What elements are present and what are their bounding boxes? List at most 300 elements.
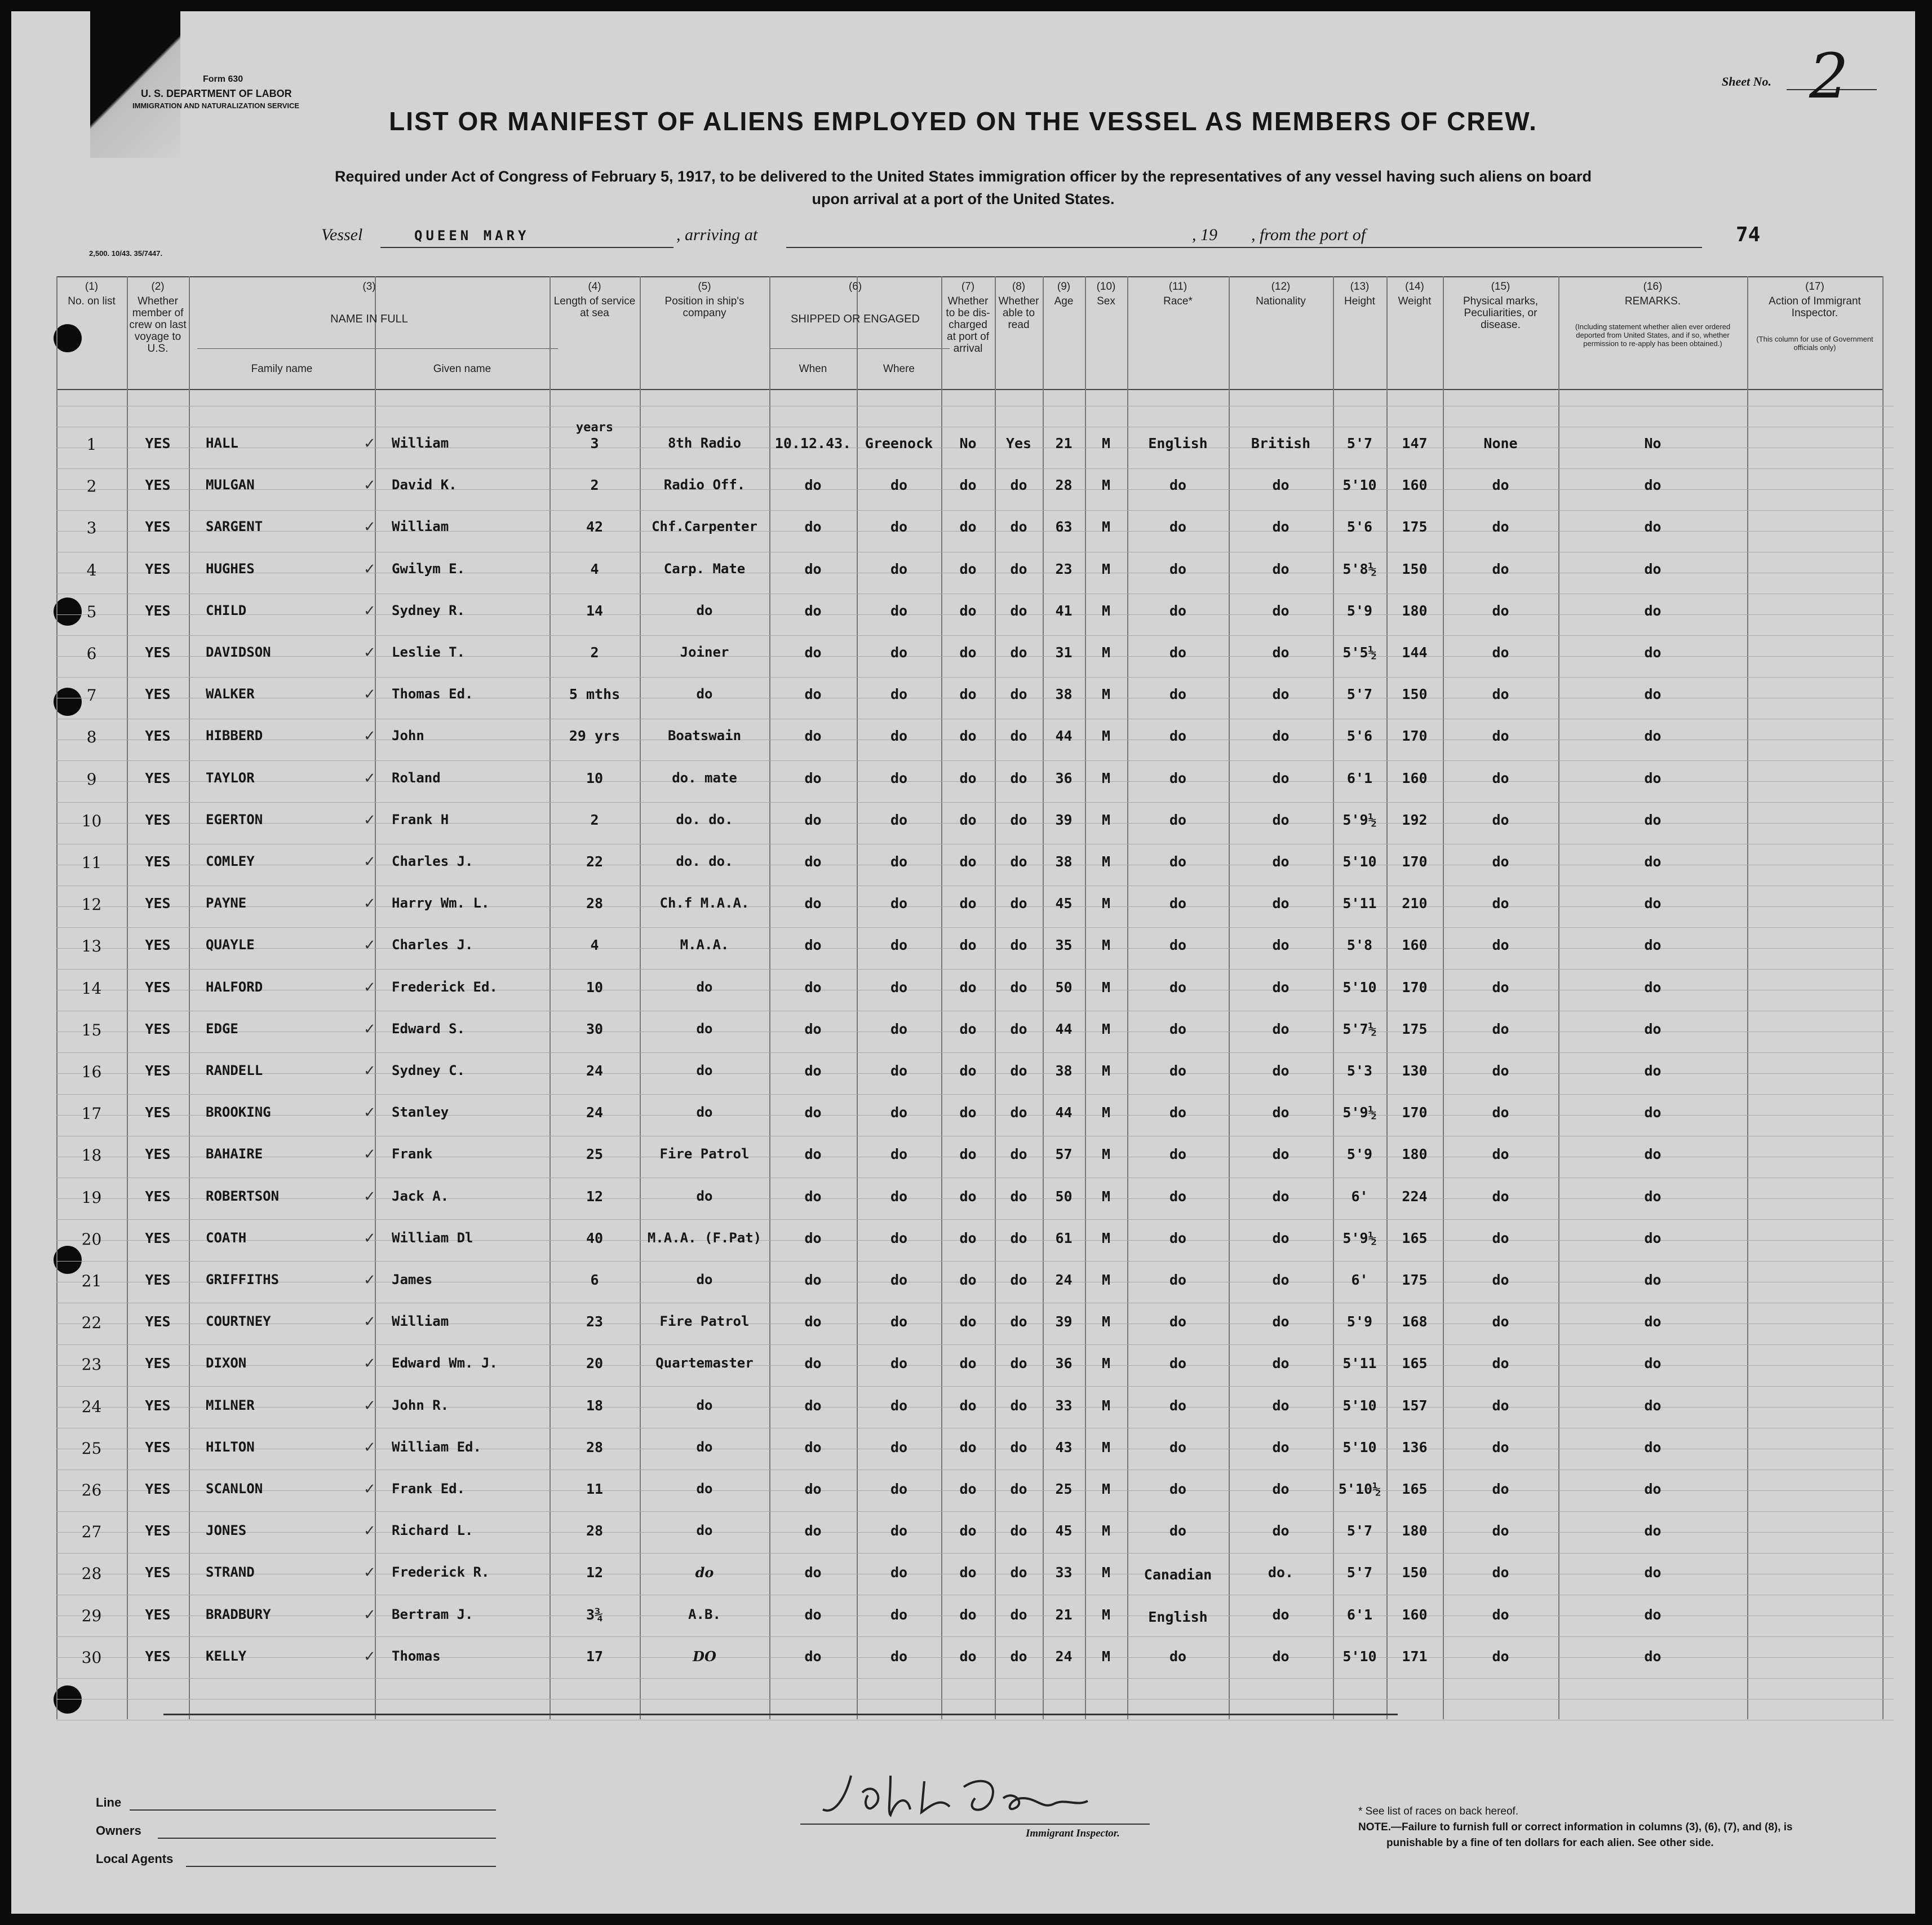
cell-position: do	[696, 1523, 713, 1539]
cell-service: 24	[586, 1063, 604, 1079]
check-mark-icon: ✓	[364, 1229, 376, 1247]
cell-when: do	[804, 853, 822, 870]
check-mark-icon: ✓	[364, 937, 376, 954]
cell-where: do	[890, 1397, 908, 1414]
cell-given: William	[392, 1313, 449, 1330]
column-number: (1)	[85, 281, 99, 293]
cell-age: 25	[1055, 1481, 1073, 1497]
cell-position: do	[696, 1397, 713, 1413]
cell-weight: 160	[1402, 769, 1428, 786]
cell-height: 5'7½	[1342, 1020, 1377, 1037]
cell-height: 5'11	[1342, 1355, 1377, 1372]
cell-crew: YES	[145, 728, 171, 745]
cell-read: do	[1010, 1355, 1027, 1372]
cell-position: Ch.f M.A.A.	[659, 895, 750, 911]
cell-weight: 160	[1402, 937, 1428, 954]
cell-marks: do	[1492, 728, 1509, 745]
cell-weight: 192	[1402, 811, 1428, 828]
cell-service: 12	[586, 1188, 604, 1205]
cell-remarks: do	[1644, 811, 1661, 828]
cell-position: A.B.	[688, 1606, 721, 1622]
cell-crew: YES	[145, 1229, 171, 1246]
cell-where: do	[890, 1564, 908, 1581]
column-header: Race*	[1163, 295, 1193, 307]
cell-read: do	[1010, 477, 1027, 494]
cell-weight: 170	[1402, 853, 1428, 870]
cell-sex: M	[1101, 519, 1111, 536]
cell-family: RANDELL	[206, 1063, 263, 1078]
cell-when: do	[804, 644, 822, 661]
cell-position: do	[696, 1272, 713, 1287]
cell-remarks: do	[1644, 1146, 1661, 1163]
cell-family: HILTON	[206, 1439, 255, 1455]
cell-given: Leslie T.	[392, 644, 466, 660]
cell-remarks: do	[1644, 937, 1661, 954]
cell-family: MILNER	[206, 1397, 255, 1413]
line-label: Line	[96, 1795, 122, 1809]
cell-age: 21	[1055, 435, 1073, 452]
cell-no: 27	[81, 1523, 102, 1542]
cell-crew: YES	[145, 769, 171, 786]
cell-service: 30	[586, 1020, 604, 1037]
column-header: Whether to be dis-charged at port of arrival	[946, 295, 990, 355]
cell-no: 22	[81, 1313, 102, 1333]
cell-read: do	[1010, 602, 1027, 619]
check-mark-icon: ✓	[364, 477, 376, 494]
cell-service: 17	[586, 1648, 604, 1665]
check-mark-icon: ✓	[364, 811, 376, 829]
cell-where: do	[890, 477, 908, 494]
cell-no: 10	[81, 811, 102, 830]
cell-sex: M	[1101, 602, 1111, 619]
cell-service: 3¾	[586, 1606, 604, 1623]
ruled-line	[56, 1678, 1894, 1679]
column-header: SHIPPED OR ENGAGED	[791, 313, 920, 325]
ruled-line	[56, 969, 1894, 970]
cell-position: do	[696, 686, 713, 702]
cell-no: 26	[81, 1481, 102, 1499]
check-mark-icon: ✓	[364, 728, 376, 745]
cell-race: do	[1169, 602, 1187, 619]
cell-age: 44	[1055, 1104, 1073, 1121]
cell-family: SCANLON	[206, 1481, 263, 1497]
cell-no: 25	[81, 1439, 102, 1458]
cell-height: 5'10½	[1338, 1481, 1381, 1497]
cell-crew: YES	[145, 644, 171, 661]
cell-discharged: do	[959, 477, 977, 494]
cell-service: 11	[586, 1481, 604, 1497]
cell-height: 5'7	[1346, 686, 1373, 703]
ruled-line	[56, 1052, 1894, 1053]
cell-read: do	[1010, 1104, 1027, 1121]
inspector-label: Immigrant Inspector.	[1026, 1827, 1120, 1839]
cell-marks: do	[1492, 1188, 1509, 1205]
cell-where: do	[890, 1146, 908, 1163]
cell-race: do	[1169, 811, 1187, 828]
cell-no: 18	[81, 1146, 102, 1165]
cell-when: do	[804, 895, 822, 912]
cell-family: HIBBERD	[206, 728, 263, 744]
cell-given: David K.	[392, 477, 457, 493]
cell-nationality: do	[1272, 686, 1290, 703]
cell-marks: do	[1492, 895, 1509, 912]
cell-where: do	[890, 1355, 908, 1372]
cell-no: 9	[86, 769, 97, 789]
cell-when: do	[804, 1104, 822, 1121]
ruled-line	[56, 1511, 1894, 1512]
cell-sex: M	[1101, 1439, 1111, 1455]
cell-age: 24	[1055, 1272, 1073, 1288]
cell-race: do	[1169, 937, 1187, 954]
cell-remarks: do	[1644, 1313, 1661, 1330]
ruled-line	[56, 1094, 1894, 1095]
cell-no: 16	[81, 1063, 102, 1081]
cell-where: do	[890, 1188, 908, 1205]
cell-read: do	[1010, 686, 1027, 703]
cell-nationality: do	[1272, 853, 1290, 870]
cell-sex: M	[1101, 1564, 1111, 1581]
cell-read: do	[1010, 1188, 1027, 1205]
cell-race: English	[1148, 435, 1208, 452]
cell-race: do	[1169, 686, 1187, 703]
cell-weight: 168	[1402, 1313, 1428, 1330]
cell-remarks: do	[1644, 1229, 1661, 1246]
cell-read: Yes	[1005, 435, 1032, 452]
cell-no: 12	[81, 895, 102, 914]
cell-no: 8	[86, 728, 97, 747]
cell-nationality: do	[1272, 1104, 1290, 1121]
cell-weight: 224	[1402, 1188, 1428, 1205]
ruled-line	[56, 1699, 1894, 1700]
cell-given: Bertram J.	[392, 1606, 473, 1622]
cell-race: do	[1169, 728, 1187, 745]
cell-family: STRAND	[206, 1564, 255, 1581]
cell-when: do	[804, 728, 822, 745]
cell-weight: 160	[1402, 477, 1428, 494]
cell-read: do	[1010, 728, 1027, 745]
cell-no: 2	[86, 477, 97, 496]
cell-height: 5'7	[1346, 1523, 1373, 1539]
cell-nationality: do	[1272, 519, 1290, 536]
binder-hole	[54, 1246, 82, 1274]
cell-service: 29 yrs	[569, 728, 621, 745]
cell-no: 15	[81, 1020, 102, 1039]
cell-no: 3	[86, 519, 97, 538]
subtitle-line-2: upon arrival at a port of the United States.	[812, 191, 1115, 207]
cell-remarks: do	[1644, 1481, 1661, 1497]
cell-marks: do	[1492, 1397, 1509, 1414]
cell-sex: M	[1101, 1063, 1111, 1079]
cell-marks: do	[1492, 811, 1509, 828]
cell-discharged: do	[959, 1564, 977, 1581]
check-mark-icon: ✓	[364, 1397, 376, 1414]
cell-weight: 157	[1402, 1397, 1428, 1414]
cell-position: M.A.A. (F.Pat)	[647, 1229, 762, 1246]
table-column-rule	[1882, 276, 1884, 1719]
cell-when: do	[804, 1229, 822, 1246]
cell-where: do	[890, 1606, 908, 1623]
department-name: U. S. DEPARTMENT OF LABOR	[141, 88, 292, 99]
cell-age: 45	[1055, 1523, 1073, 1539]
binder-hole	[54, 1685, 82, 1714]
cell-height: 6'	[1351, 1188, 1368, 1205]
cell-age: 33	[1055, 1564, 1073, 1581]
cell-weight: 150	[1402, 1564, 1428, 1581]
cell-nationality: do	[1272, 728, 1290, 745]
cell-discharged: do	[959, 644, 977, 661]
cell-height: 5'10	[1342, 979, 1377, 995]
cell-remarks: do	[1644, 728, 1661, 745]
cell-race: do	[1169, 853, 1187, 870]
check-mark-icon: ✓	[364, 1648, 376, 1665]
cell-no: 5	[86, 602, 97, 621]
cell-service: 10	[586, 769, 604, 786]
cell-remarks: do	[1644, 1063, 1661, 1079]
check-mark-icon: ✓	[364, 1146, 376, 1163]
column-subheader: Where	[883, 363, 915, 375]
cell-age: 44	[1055, 1020, 1073, 1037]
cell-race: do	[1169, 1063, 1187, 1079]
cell-marks: do	[1492, 602, 1509, 619]
cell-race: do	[1169, 519, 1187, 536]
cell-read: do	[1010, 1020, 1027, 1037]
cell-crew: YES	[145, 602, 171, 619]
cell-crew: YES	[145, 1606, 171, 1623]
cell-nationality: do	[1272, 1020, 1290, 1037]
check-mark-icon: ✓	[364, 1104, 376, 1122]
cell-remarks: No	[1644, 435, 1661, 452]
column-header: Height	[1344, 295, 1375, 307]
cell-sex: M	[1101, 1188, 1111, 1205]
cell-crew: YES	[145, 979, 171, 995]
cell-height: 5'9½	[1342, 1229, 1377, 1246]
cell-nationality: do	[1272, 1481, 1290, 1497]
cell-crew: YES	[145, 1104, 171, 1121]
cell-crew: YES	[145, 1481, 171, 1497]
cell-crew: YES	[145, 1188, 171, 1205]
ruled-line	[56, 1636, 1894, 1637]
vessel-label: Vessel	[321, 225, 363, 244]
ruled-line	[56, 635, 1894, 636]
cell-when: do	[804, 1439, 822, 1455]
cell-family: ROBERTSON	[206, 1188, 280, 1204]
cell-service: 25	[586, 1146, 604, 1163]
column-number: (9)	[1057, 281, 1071, 293]
check-mark-icon: ✓	[364, 1188, 376, 1205]
cell-when: do	[804, 686, 822, 703]
cell-position: do	[696, 1439, 713, 1455]
cell-weight: 130	[1402, 1063, 1428, 1079]
cell-where: do	[890, 811, 908, 828]
column-number: (14)	[1405, 281, 1424, 293]
cell-weight: 165	[1402, 1355, 1428, 1372]
check-mark-icon: ✓	[364, 1439, 376, 1456]
service-unit-note: years	[575, 421, 614, 435]
cell-weight: 175	[1402, 1272, 1428, 1288]
cell-height: 5'7	[1346, 1564, 1373, 1581]
inspector-signature	[812, 1764, 1105, 1826]
cell-marks: do	[1492, 937, 1509, 954]
cell-height: 5'8	[1346, 937, 1373, 954]
vessel-name: QUEEN MARY	[414, 228, 530, 244]
cell-read: do	[1010, 1439, 1027, 1455]
cell-given: Gwilym E.	[392, 560, 466, 577]
column-number: (17)	[1805, 281, 1824, 293]
cell-discharged: do	[959, 895, 977, 912]
cell-given: Edward S.	[392, 1020, 466, 1037]
cell-where: do	[890, 1313, 908, 1330]
column-header: No. on list	[68, 295, 116, 307]
cell-height: 5'9	[1346, 1146, 1373, 1163]
stamp-number: 74	[1736, 223, 1761, 246]
cell-service: 14	[586, 602, 604, 619]
cell-race: do	[1169, 1355, 1187, 1372]
cell-where: Greenock	[865, 435, 933, 452]
cell-when: do	[804, 1355, 822, 1372]
cell-no: 20	[81, 1229, 102, 1249]
cell-position: do	[696, 1063, 713, 1078]
cell-age: 57	[1055, 1146, 1073, 1163]
cell-discharged: do	[959, 1355, 977, 1372]
cell-no: 7	[86, 686, 97, 705]
cell-read: do	[1010, 1313, 1027, 1330]
cell-given: John	[392, 728, 424, 744]
form-number: Form 630	[203, 74, 243, 84]
cell-marks: do	[1492, 1272, 1509, 1288]
subtitle-line-1: Required under Act of Congress of February 5, 1917, to be delivered to the United States immigration officer by the representatives of any vessel having such aliens on board	[334, 168, 1592, 185]
cell-nationality: do	[1272, 1648, 1290, 1665]
check-mark-icon: ✓	[364, 853, 376, 870]
cell-sex: M	[1101, 1104, 1111, 1121]
cell-family: EGERTON	[206, 811, 263, 827]
cell-position: M.A.A.	[680, 937, 729, 953]
cell-position: do. do.	[676, 811, 733, 827]
cell-when: do	[804, 1481, 822, 1497]
race-note: * See list of races on back hereof.	[1358, 1805, 1519, 1817]
cell-nationality: British	[1251, 435, 1311, 452]
cell-no: 6	[86, 644, 97, 663]
cell-no: 30	[81, 1648, 102, 1667]
ruled-line	[56, 468, 1894, 469]
cell-when: do	[804, 477, 822, 494]
cell-when: do	[804, 519, 822, 536]
cell-no: 23	[81, 1355, 102, 1374]
cell-given: Edward Wm. J.	[392, 1355, 498, 1371]
cell-when: do	[804, 602, 822, 619]
column-header: Whether member of crew on last voyage to U.S.	[129, 295, 187, 355]
cell-height: 5'9½	[1342, 811, 1377, 828]
cell-remarks: do	[1644, 1523, 1661, 1539]
cell-height: 5'10	[1342, 477, 1377, 494]
cell-height: 5'9	[1346, 602, 1373, 619]
cell-discharged: do	[959, 979, 977, 995]
cell-nationality: do	[1272, 811, 1290, 828]
cell-marks: do	[1492, 1104, 1509, 1121]
cell-service: 24	[586, 1104, 604, 1121]
cell-given: Sydney C.	[392, 1063, 466, 1078]
cell-when: do	[804, 1397, 822, 1414]
manifest-sheet	[11, 11, 1915, 1914]
check-mark-icon: ✓	[364, 560, 376, 578]
owners-label: Owners	[96, 1824, 141, 1838]
cell-weight: 165	[1402, 1229, 1428, 1246]
cell-where: do	[890, 853, 908, 870]
page-title: LIST OR MANIFEST OF ALIENS EMPLOYED ON THE VESSEL AS MEMBERS OF CREW.	[389, 107, 1537, 136]
service-name: IMMIGRATION AND NATURALIZATION SERVICE	[132, 101, 300, 110]
cell-remarks: do	[1644, 602, 1661, 619]
cell-given: William	[392, 519, 449, 535]
cell-race: do	[1169, 769, 1187, 786]
cell-age: 43	[1055, 1439, 1073, 1455]
cell-age: 38	[1055, 853, 1073, 870]
cell-nationality: do	[1272, 1397, 1290, 1414]
cell-nationality: do	[1272, 602, 1290, 619]
cell-family: BRADBURY	[206, 1606, 271, 1622]
cell-read: do	[1010, 1481, 1027, 1497]
cell-service: 3	[590, 435, 599, 452]
cell-sex: M	[1101, 435, 1111, 452]
cell-discharged: do	[959, 1272, 977, 1288]
cell-nationality: do	[1272, 1355, 1290, 1372]
ruled-line	[56, 927, 1894, 928]
cell-crew: YES	[145, 1439, 171, 1455]
cell-discharged: do	[959, 1481, 977, 1497]
cell-position: do	[696, 1188, 713, 1204]
cell-discharged: do	[959, 853, 977, 870]
cell-position: Joiner	[680, 644, 729, 660]
cell-position: Carp. Mate	[663, 560, 746, 577]
cell-race: do	[1169, 477, 1187, 494]
cell-marks: do	[1492, 1355, 1509, 1372]
cell-when: do	[804, 1564, 822, 1581]
cell-discharged: do	[959, 1104, 977, 1121]
cell-age: 24	[1055, 1648, 1073, 1665]
cell-height: 5'9	[1346, 1313, 1373, 1330]
column-header: Position in ship's company	[664, 295, 745, 319]
cell-where: do	[890, 560, 908, 577]
cell-race: do	[1169, 1020, 1187, 1037]
check-mark-icon: ✓	[364, 602, 376, 619]
cell-remarks: do	[1644, 560, 1661, 577]
column-header-note: (Including statement whether alien ever ordered deported from United States, and if so, whether permission to re-apply has been obtained.)	[1575, 322, 1731, 348]
sheet-number: 2	[1809, 40, 1849, 112]
cell-race: do	[1169, 1146, 1187, 1163]
cell-weight: 210	[1402, 895, 1428, 912]
cell-position: do	[696, 602, 713, 618]
cell-height: 6'	[1351, 1272, 1368, 1288]
cell-age: 44	[1055, 728, 1073, 745]
cell-where: do	[890, 1272, 908, 1288]
cell-height: 5'10	[1342, 853, 1377, 870]
cell-where: do	[890, 1229, 908, 1246]
column-header: Weight	[1398, 295, 1432, 307]
cell-read: do	[1010, 937, 1027, 954]
cell-sex: M	[1101, 1523, 1111, 1539]
cell-family: EDGE	[206, 1020, 238, 1037]
cell-service: 4	[590, 937, 599, 954]
cell-height: 6'1	[1346, 1606, 1373, 1623]
cell-position: Quartemaster	[655, 1355, 754, 1371]
cell-when: do	[804, 1188, 822, 1205]
check-mark-icon: ✓	[364, 895, 376, 913]
cell-race: do	[1169, 1523, 1187, 1539]
cell-age: 38	[1055, 1063, 1073, 1079]
cell-age: 50	[1055, 1188, 1073, 1205]
ruled-line	[56, 802, 1894, 803]
column-header: Nationality	[1256, 295, 1306, 307]
cell-read: do	[1010, 644, 1027, 661]
cell-height: 5'10	[1342, 1397, 1377, 1414]
